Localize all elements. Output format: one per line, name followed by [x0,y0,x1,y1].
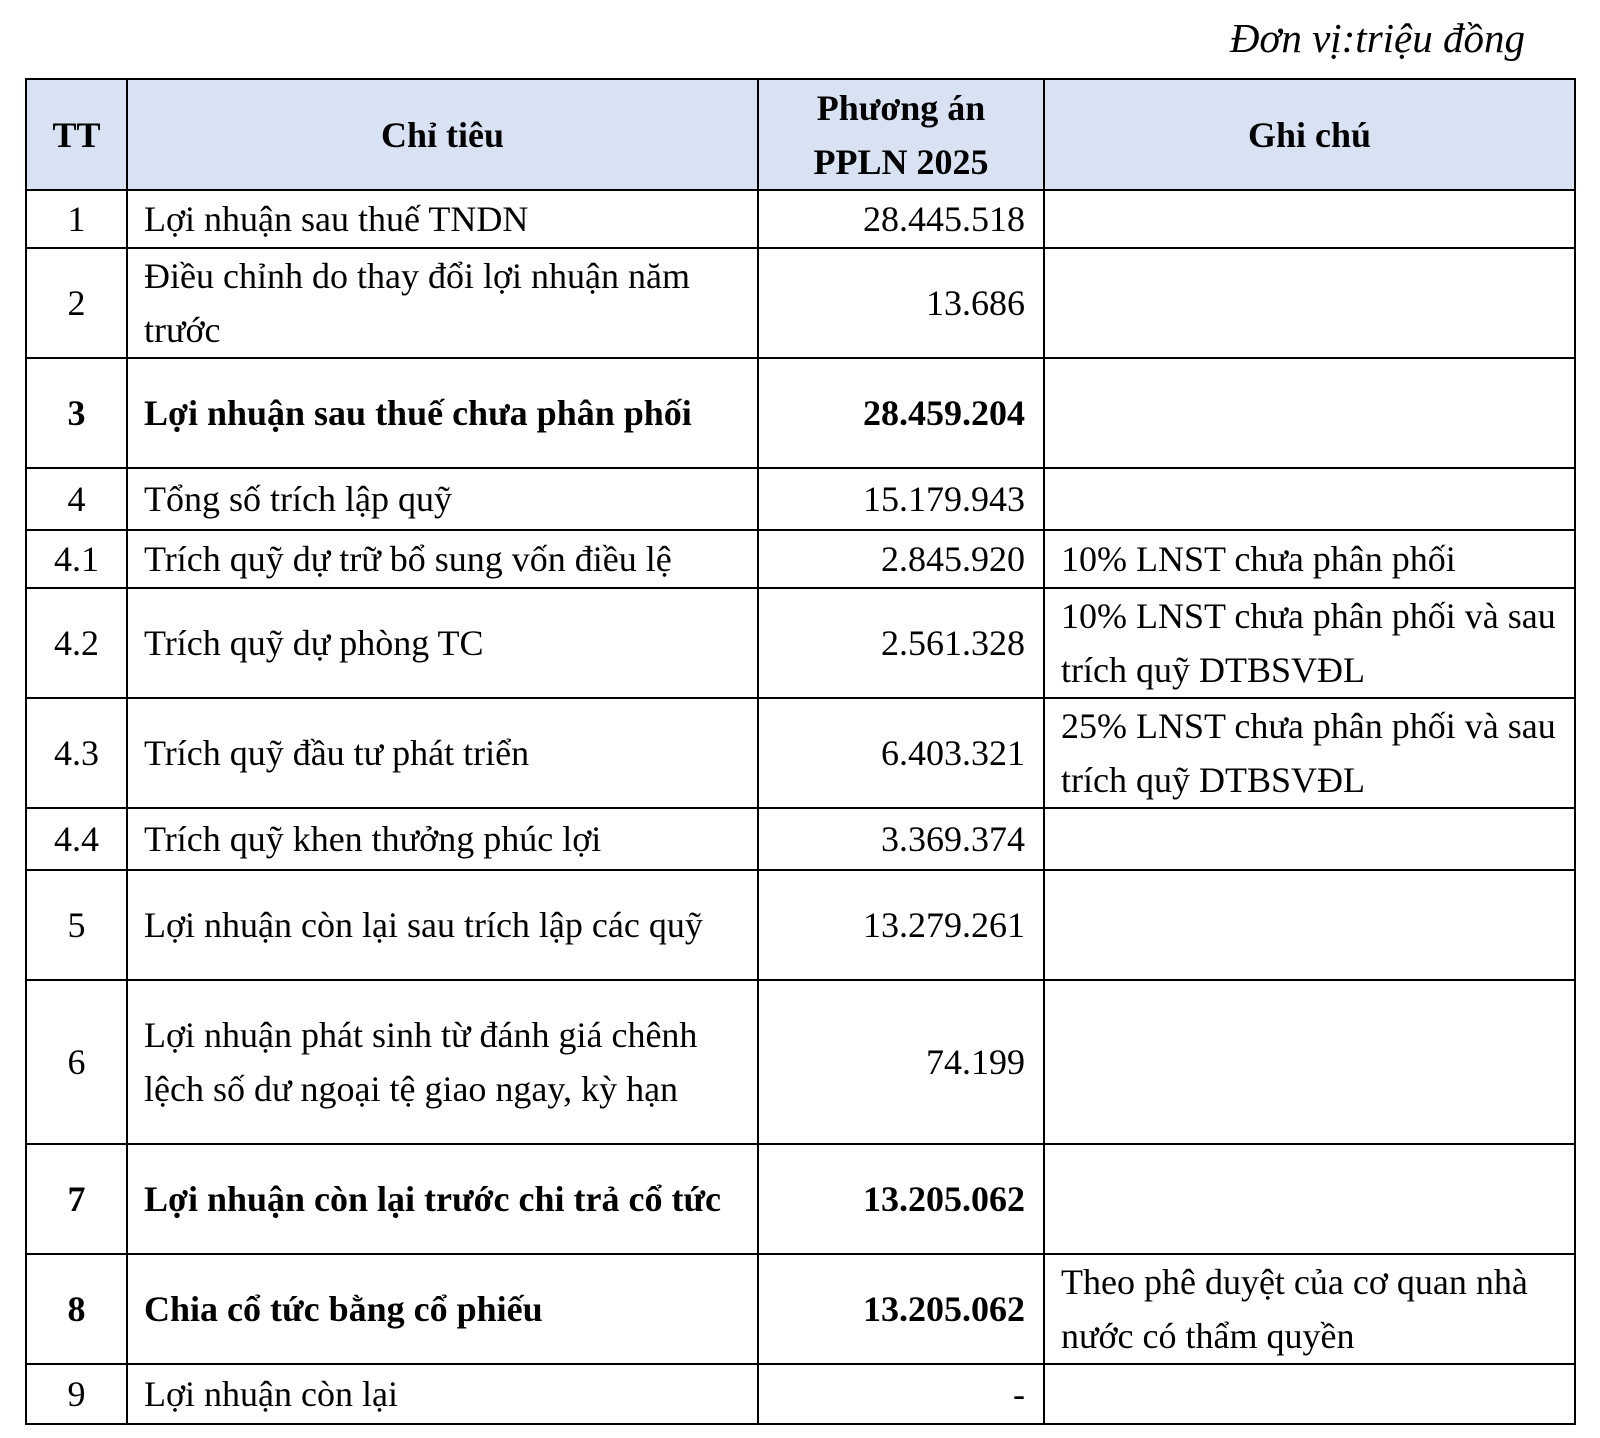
row-value: 74.199 [758,980,1044,1144]
row-note [1044,190,1575,248]
row-note [1044,980,1575,1144]
row-value: 2.561.328 [758,588,1044,698]
row-note: 25% LNST chưa phân phối và sau trích quỹ DTBSVĐL [1044,698,1575,808]
header-name: Chỉ tiêu [127,79,758,190]
row-value: - [758,1364,1044,1424]
header-plan-line1: Phương án [816,87,986,128]
table-row [26,248,1575,358]
header-plan [758,79,1044,190]
unit-label: Đơn vị:triệu đồng [1229,15,1525,61]
row-tt: 9 [26,1364,127,1424]
row-tt: 4 [26,468,127,530]
header-row [26,79,1575,190]
row-note [1044,870,1575,980]
row-tt: 6 [26,980,127,1144]
row-note: Theo phê duyệt của cơ quan nhà nước có thẩm quyền [1044,1254,1575,1364]
table-row [26,698,1575,808]
row-value: 13.205.062 [758,1254,1044,1364]
row-value: 15.179.943 [758,468,1044,530]
row-name: Lợi nhuận còn lại sau trích lập các quỹ [127,870,758,980]
row-value: 6.403.321 [758,698,1044,808]
row-value: 13.279.261 [758,870,1044,980]
row-name: Lợi nhuận sau thuế TNDN [127,190,758,248]
row-value: 13.686 [758,248,1044,358]
row-note [1044,808,1575,870]
row-name: Trích quỹ đầu tư phát triển [127,698,758,808]
row-tt: 4.3 [26,698,127,808]
table-row [26,190,1575,248]
row-tt: 2 [26,248,127,358]
header-note: Ghi chú [1044,79,1575,190]
row-tt: 5 [26,870,127,980]
table-row [26,1254,1575,1364]
row-note [1044,1364,1575,1424]
table-row [26,980,1575,1144]
row-tt: 3 [26,358,127,468]
profit-distribution-table [25,78,1576,1425]
row-tt: 4.1 [26,530,127,588]
row-name: Lợi nhuận còn lại [127,1364,758,1424]
row-name: Trích quỹ dự phòng TC [127,588,758,698]
row-name: Lợi nhuận sau thuế chưa phân phối [127,358,758,468]
row-name: Lợi nhuận phát sinh từ đánh giá chênh lệch số dư ngoại tệ giao ngay, kỳ hạn [127,980,758,1144]
table-row [26,1364,1575,1424]
row-value: 28.445.518 [758,190,1044,248]
row-note: 10% LNST chưa phân phối [1044,530,1575,588]
row-note: 10% LNST chưa phân phối và sau trích quỹ DTBSVĐL [1044,588,1575,698]
row-tt: 7 [26,1144,127,1254]
row-note [1044,248,1575,358]
row-note [1044,468,1575,530]
row-tt: 1 [26,190,127,248]
table-row [26,808,1575,870]
row-tt: 8 [26,1254,127,1364]
table-row [26,588,1575,698]
header-tt: TT [26,79,127,190]
row-note [1044,1144,1575,1254]
table-row [26,358,1575,468]
row-tt: 4.4 [26,808,127,870]
row-tt: 4.2 [26,588,127,698]
table-row [26,468,1575,530]
row-value: 3.369.374 [758,808,1044,870]
table-row [26,530,1575,588]
row-name: Chia cổ tức bằng cổ phiếu [127,1254,758,1364]
row-name: Trích quỹ dự trữ bổ sung vốn điều lệ [127,530,758,588]
table-row [26,870,1575,980]
row-name: Lợi nhuận còn lại trước chi trả cổ tức [127,1144,758,1254]
row-value: 13.205.062 [758,1144,1044,1254]
table-row [26,1144,1575,1254]
row-name: Trích quỹ khen thưởng phúc lợi [127,808,758,870]
row-name: Tổng số trích lập quỹ [127,468,758,530]
row-value: 2.845.920 [758,530,1044,588]
row-value: 28.459.204 [758,358,1044,468]
row-name: Điều chỉnh do thay đổi lợi nhuận năm trước [127,248,758,358]
row-note [1044,358,1575,468]
header-plan-line2: PPLN 2025 [813,141,989,182]
